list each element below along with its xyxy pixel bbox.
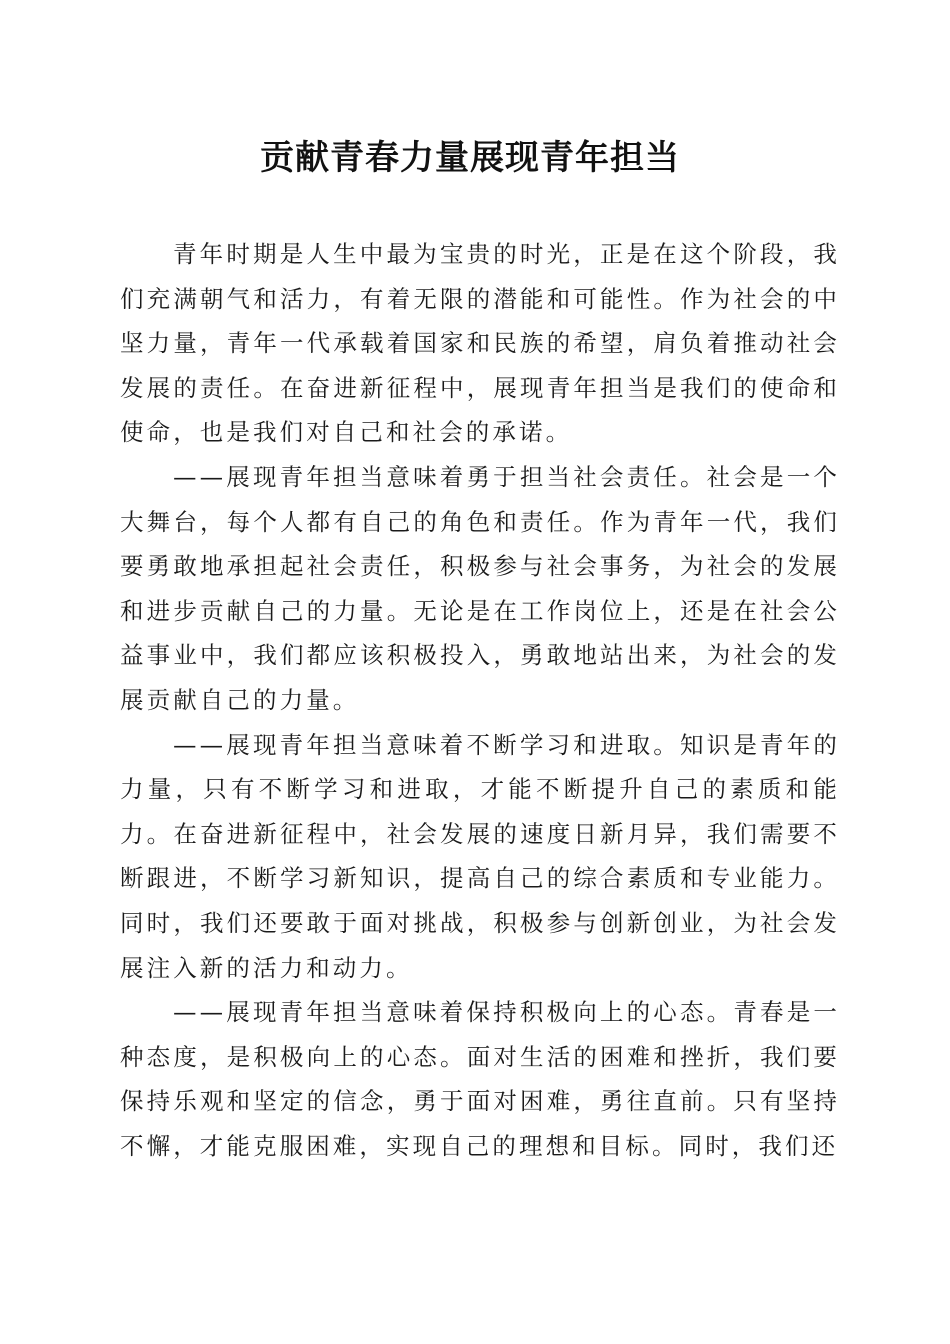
document-body bbox=[120, 232, 840, 1168]
paragraph-social-responsibility: ——展现青年担当意味着勇于担当社会责任。社会是一个大舞台，每个人都有自己的角色和责任。作为青年一代，我们要勇敢地承担起社会责任，积极参与社会事务，为社会的发展和进步贡献自己的力量。无论是在工作岗位上，还是在社会公益事业中，我们都应该积极投入，勇敢地站出来，为社会的发展贡献自己的力量。 bbox=[120, 462, 840, 714]
paragraph-positive-attitude: ——展现青年担当意味着保持积极向上的心态。青春是一种态度，是积极向上的心态。面对生活的困难和挫折，我们要保持乐观和坚定的信念，勇于面对困难，勇往直前。只有坚持不懈，才能克服困难，实现自己的理想和目标。同时，我们还 bbox=[120, 998, 840, 1160]
document-title: 贡献青春力量展现青年担当 bbox=[260, 138, 680, 178]
paragraph-learning: ——展现青年担当意味着不断学习和进取。知识是青年的力量，只有不断学习和进取，才能不断提升自己的素质和能力。在奋进新征程中，社会发展的速度日新月异，我们需要不断跟进，不断学习新知识，提高自己的综合素质和专业能力。同时，我们还要敢于面对挑战，积极参与创新创业，为社会发展注入新的活力和动力。 bbox=[120, 730, 840, 982]
paragraph-intro: 青年时期是人生中最为宝贵的时光，正是在这个阶段，我们充满朝气和活力，有着无限的潜能和可能性。作为社会的中坚力量，青年一代承载着国家和民族的希望，肩负着推动社会发展的责任。在奋进新征程中，展现青年担当是我们的使命和使命，也是我们对自己和社会的承诺。 bbox=[120, 240, 840, 447]
